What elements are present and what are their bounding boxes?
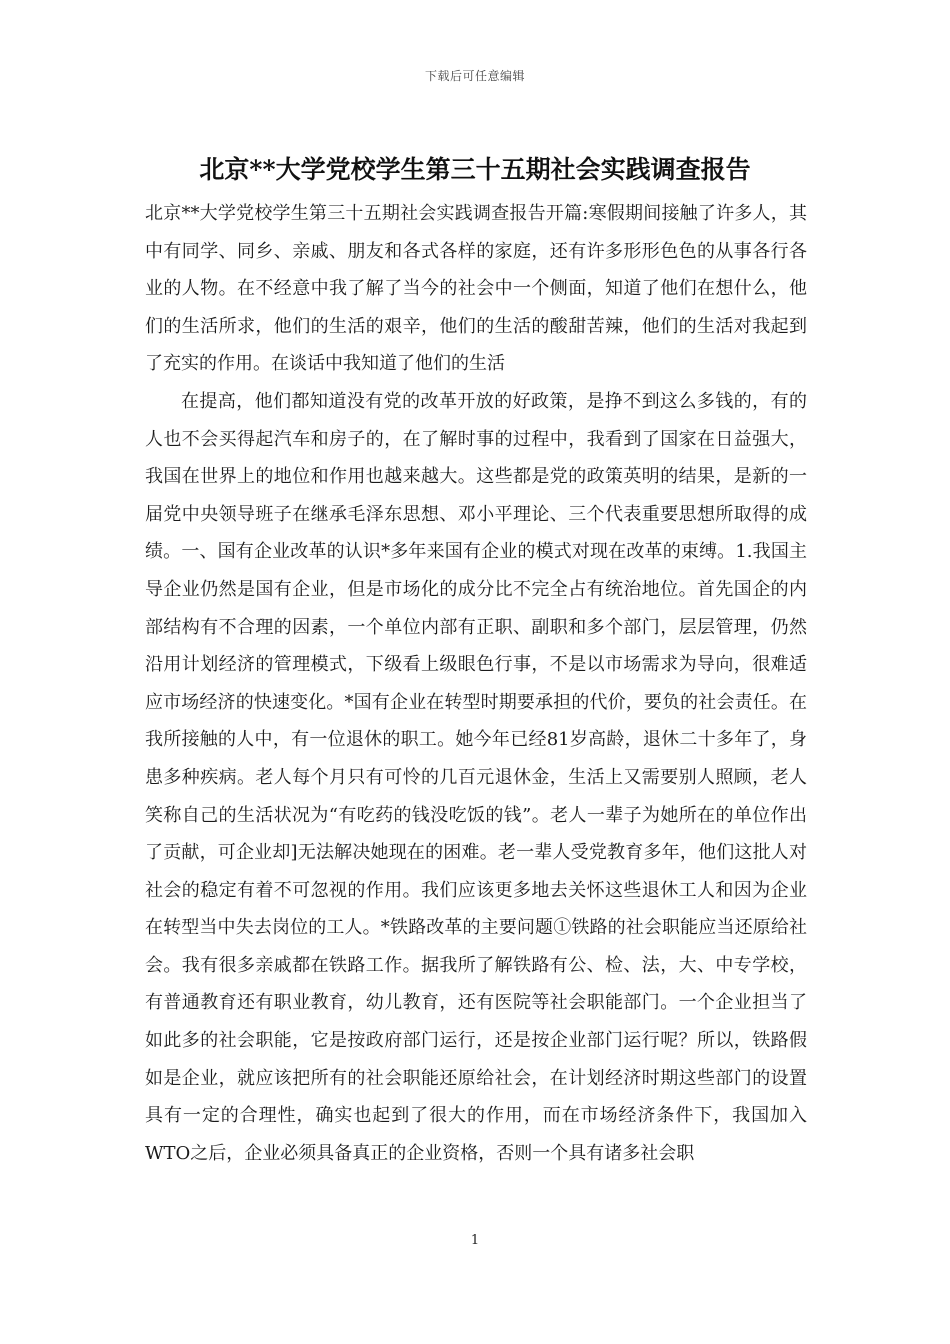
document-title: 北京**大学党校学生第三十五期社会实践调查报告 bbox=[199, 155, 751, 184]
paragraph-intro: 北京**大学党校学生第三十五期社会实践调查报告开篇:寒假期间接触了许多人，其中有同学、同乡、亲戚、朋友和各式各样的家庭，还有许多形形色色的从事各行各业的人物。在不经意中我了解了当今的社会中一个侧面，知道了他们在想什么，他们的生活所求，他们的生活的艰辛，他们的生活的酸甜苦辣，他们的生活对我起到了充实的作用。在谈话中我知道了他们的生活 bbox=[145, 203, 807, 375]
header-note: 下载后可任意编辑 bbox=[424, 69, 525, 83]
document-body bbox=[145, 195, 807, 1172]
page-number: 1 bbox=[470, 1233, 480, 1248]
paragraph-main: 在提高，他们都知道没有党的改革开放的好政策，是挣不到这么多钱的，有的人也不会买得起汽车和房子的，在了解时事的过程中，我看到了国家在日益强大，我国在世界上的地位和作用也越来越大。这些都是党的政策英明的结果，是新的一届党中央领导班子在继承毛泽东思想、邓小平理论、三个代表重要思想所取得的成绩。一、国有企业改革的认识*多年来国有企业的模式对现在改革的束缚。1.我国主导企业仍然是国有企业，但是市场化的成分比不完全占有统治地位。首先国企的内部结构有不合理的因素，一个单位内部有正职、副职和多个部门，层层管理，仍然沿用计划经济的管理模式，下级看上级眼色行事，不是以市场需求为导向，很难适应市场经济的快速变化。*国有企业在转型时期要承担的代价，要负的社会责任。在我所接触的人中，有一位退休的职工。她今年已经81岁高龄，退休二十多年了，身患多种疾病。老人每个月只有可怜的几百元退休金，生活上又需要别人照顾，老人笑称自己的生活状况为“有吃药的钱没吃饭的钱”。老人一辈子为她所在的单位作出了贡献，可企业却]无法解决她现在的困难。老一辈人受党教育多年，他们这批人对社会的稳定有着不可忽视的作用。我们应该更多地去关怀这些退休工人和因为企业在转型当中失去岗位的工人。*铁路改革的主要问题①铁路的社会职能应当还原给社会。我有很多亲戚都在铁路工作。据我所了解铁路有公、检、法，大、中专学校，有普通教育还有职业教育，幼儿教育，还有医院等社会职能部门。一个企业担当了如此多的社会职能，它是按政府部门运行，还是按企业部门运行呢？所以，铁路假如是企业，就应该把所有的社会职能还原给社会，在计划经济时期这些部门的设置具有一定的合理性，确实也起到了很大的作用，而在市场经济条件下，我国加入WTO之后，企业必须具备真正的企业资格，否则一个具有诸多社会职 bbox=[145, 390, 807, 1164]
